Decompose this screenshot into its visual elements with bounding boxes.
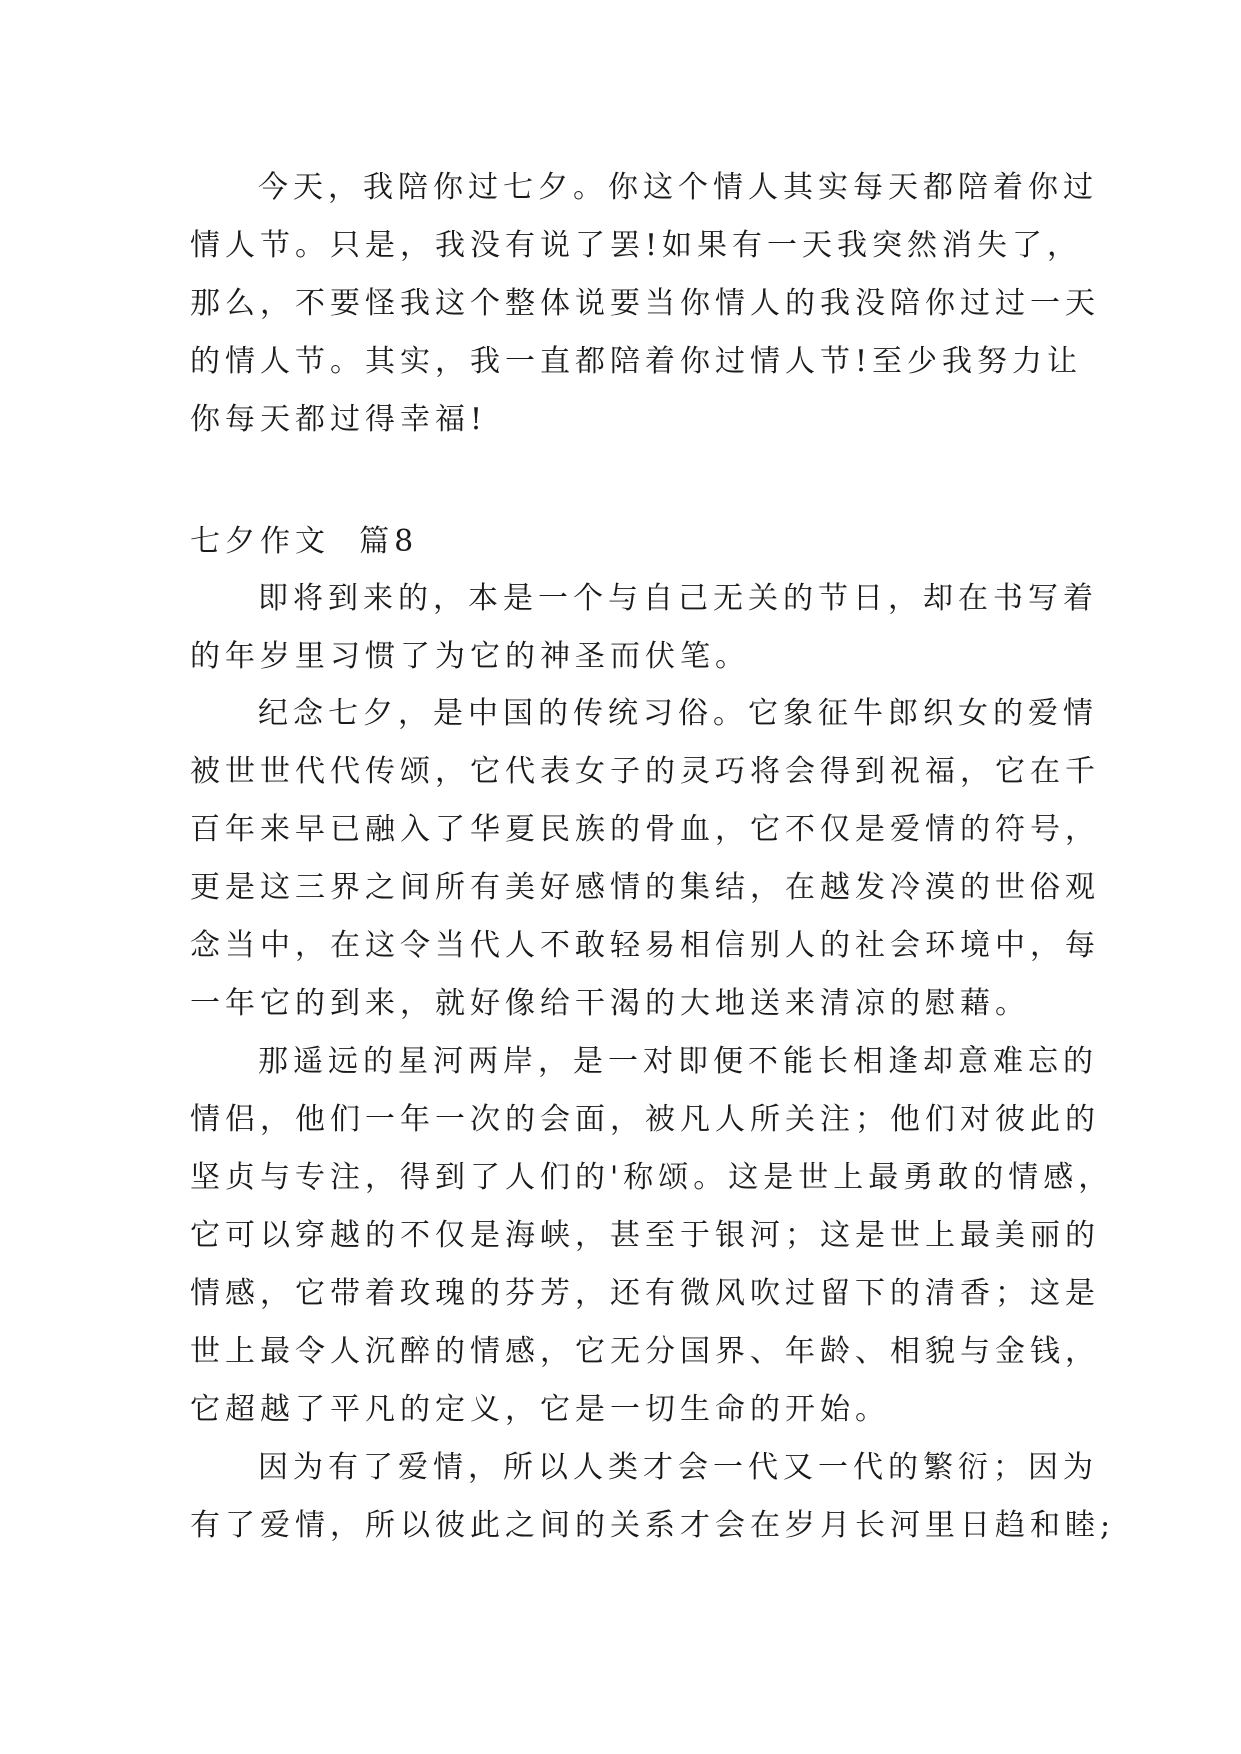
- paragraph-line: 它可以穿越的不仅是海峡，甚至于银河；这是世上最美丽的: [190, 1218, 1100, 1253]
- paragraph-line: 纪念七夕，是中国的传统习俗。它象征牛郎织女的爱情: [258, 696, 1098, 731]
- paragraph-4: [190, 1033, 1114, 1439]
- paragraph-5: [190, 1439, 1116, 1555]
- paragraph-line: 情人节。只是，我没有说了罢!如果有一天我突然消失了，: [190, 228, 1083, 263]
- paragraph-line: 那遥远的星河两岸，是一对即便不能长相逢却意难忘的: [258, 1044, 1098, 1079]
- paragraph-1: [190, 159, 1100, 449]
- paragraph-line: 情感，它带着玫瑰的芬芳，还有微风吹过留下的清香；这是: [190, 1276, 1100, 1311]
- paragraph-3: [190, 685, 1100, 1033]
- paragraph-line: 今天，我陪你过七夕。你这个情人其实每天都陪着你过: [258, 170, 1098, 205]
- paragraph-line: 因为有了爱情，所以人类才会一代又一代的繁衍；因为: [258, 1450, 1098, 1485]
- paragraph-line: 的年岁里习惯了为它的神圣而伏笔。: [190, 639, 750, 674]
- paragraph-line: 坚贞与专注，得到了人们的'称颂。这是世上最勇敢的情感，: [190, 1160, 1114, 1195]
- section-heading: [190, 513, 1060, 571]
- paragraph-2: [190, 570, 1098, 686]
- section-heading-text: 七夕作文 篇8: [190, 524, 419, 559]
- paragraph-line: 那么，不要怪我这个整体说要当你情人的我没陪你过过一天: [190, 286, 1100, 321]
- paragraph-line: 世上最令人沉醉的情感，它无分国界、年龄、相貌与金钱，: [190, 1334, 1100, 1369]
- paragraph-line: 情侣，他们一年一次的会面，被凡人所关注；他们对彼此的: [190, 1102, 1100, 1137]
- paragraph-line: 念当中，在这令当代人不敢轻易相信别人的社会环境中，每: [190, 928, 1100, 963]
- paragraph-line: 百年来早已融入了华夏民族的骨血，它不仅是爱情的符号，: [190, 812, 1100, 847]
- paragraph-line: 它超越了平凡的定义，它是一切生命的开始。: [190, 1392, 890, 1427]
- paragraph-line: 你每天都过得幸福!: [190, 402, 488, 437]
- paragraph-line: 更是这三界之间所有美好感情的集结，在越发冷漠的世俗观: [190, 870, 1100, 905]
- paragraph-line: 即将到来的，本是一个与自己无关的节日，却在书写着: [258, 581, 1098, 616]
- paragraph-line: 一年它的到来，就好像给干渴的大地送来清凉的慰藉。: [190, 986, 1030, 1021]
- paragraph-line: 有了爱情，所以彼此之间的关系才会在岁月长河里日趋和睦;: [190, 1508, 1116, 1543]
- paragraph-line: 的情人节。其实，我一直都陪着你过情人节!至少我努力让: [190, 344, 1083, 379]
- paragraph-line: 被世世代代传颂，它代表女子的灵巧将会得到祝福，它在千: [190, 754, 1100, 789]
